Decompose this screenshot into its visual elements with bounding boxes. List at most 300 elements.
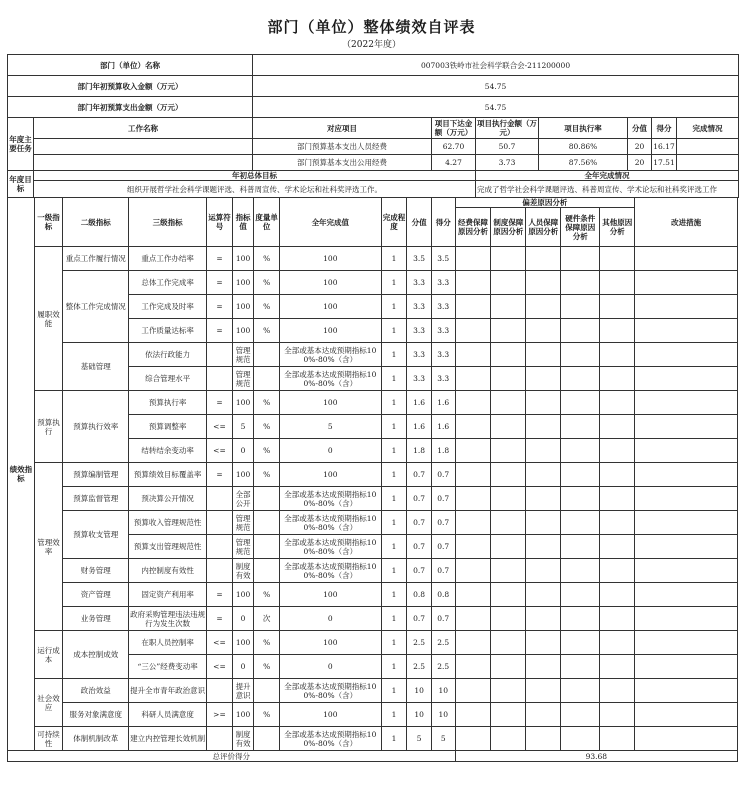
indicator-points: 10 xyxy=(407,703,432,727)
header-dev-fund: 经费保障原因分析 xyxy=(455,208,491,247)
indicator-level3: 预算调整率 xyxy=(129,415,207,439)
indicator-row xyxy=(8,487,738,511)
indicator-completion: 1 xyxy=(381,439,407,463)
indicator-target: 制度有效 xyxy=(232,727,254,751)
indicator-op xyxy=(207,487,233,511)
indicator-level3: 固定资产利用率 xyxy=(129,583,207,607)
indicator-dev-fund xyxy=(455,463,491,487)
indicator-completion: 1 xyxy=(381,367,407,391)
indicator-dev-other xyxy=(600,535,635,559)
indicator-dev-system xyxy=(491,703,526,727)
indicator-dev-fund xyxy=(455,343,491,367)
indicator-points: 0.8 xyxy=(407,583,432,607)
indicator-dev-hardware xyxy=(561,631,600,655)
indicator-points: 3.3 xyxy=(407,343,432,367)
indicator-dev-system xyxy=(491,511,526,535)
task-points: 20 xyxy=(628,155,652,171)
indicator-dev-fund xyxy=(455,439,491,463)
indicator-dev-hardware xyxy=(561,439,600,463)
indicator-row xyxy=(8,271,738,295)
indicator-dev-hardware xyxy=(561,727,600,751)
expense-row xyxy=(8,97,739,118)
indicator-level3: 建立内控管理长效机制 xyxy=(129,727,207,751)
indicator-op: <= xyxy=(207,631,233,655)
indicator-level3: 重点工作办结率 xyxy=(129,247,207,271)
indicator-target: 全部公开 xyxy=(232,487,254,511)
indicator-level2: 成本控制成效 xyxy=(63,631,129,679)
indicator-dev-other xyxy=(600,391,635,415)
task-completion xyxy=(677,155,739,171)
indicator-dev-fund xyxy=(455,319,491,343)
indicator-points: 0.7 xyxy=(407,559,432,583)
indicator-completion: 1 xyxy=(381,583,407,607)
indicator-dev-other xyxy=(600,631,635,655)
indicator-target: 5 xyxy=(232,415,254,439)
indicator-dev-staff xyxy=(526,703,561,727)
task-project: 部门预算基本支出人员经费 xyxy=(253,139,432,155)
indicator-dev-fund xyxy=(455,367,491,391)
indicator-dev-system xyxy=(491,607,526,631)
indicator-dev-other xyxy=(600,583,635,607)
indicator-unit: % xyxy=(254,295,280,319)
indicator-dev-system xyxy=(491,655,526,679)
indicator-target: 100 xyxy=(232,463,254,487)
indicator-op: = xyxy=(207,319,233,343)
indicator-points: 3.3 xyxy=(407,319,432,343)
summary-table xyxy=(7,54,739,198)
indicator-annual: 全部或基本达成预期指标100%-80%（含） xyxy=(280,679,382,703)
indicator-level2: 政治效益 xyxy=(63,679,129,703)
indicator-dev-other xyxy=(600,679,635,703)
indicator-completion: 1 xyxy=(381,535,407,559)
indicator-dev-other xyxy=(600,703,635,727)
indicator-improve xyxy=(635,463,738,487)
indicator-completion: 1 xyxy=(381,463,407,487)
tasks-header-issued: 项目下达金额（万元） xyxy=(432,118,476,139)
indicator-target: 100 xyxy=(232,295,254,319)
indicator-annual: 100 xyxy=(280,391,382,415)
income-label: 部门年初预算收入金额（万元） xyxy=(8,76,253,97)
indicators-section-label: 绩效指标 xyxy=(8,198,35,751)
indicator-points: 3.5 xyxy=(407,247,432,271)
header-points: 分值 xyxy=(407,198,432,247)
indicator-op: = xyxy=(207,271,233,295)
indicator-dev-hardware xyxy=(561,679,600,703)
indicator-dev-system xyxy=(491,679,526,703)
indicator-level3: 工作完成及时率 xyxy=(129,295,207,319)
indicator-dev-fund xyxy=(455,415,491,439)
indicator-dev-fund xyxy=(455,247,491,271)
indicator-level2: 预算监督管理 xyxy=(63,487,129,511)
indicator-improve xyxy=(635,343,738,367)
indicator-improve xyxy=(635,295,738,319)
indicator-completion: 1 xyxy=(381,679,407,703)
indicator-improve xyxy=(635,319,738,343)
indicator-annual: 全部或基本达成预期指标100%-80%（含） xyxy=(280,535,382,559)
indicator-level1: 运行成本 xyxy=(34,631,63,679)
header-dev-hardware: 硬件条件保障原因分析 xyxy=(561,208,600,247)
indicator-dev-fund xyxy=(455,583,491,607)
indicator-points: 0.7 xyxy=(407,535,432,559)
indicator-points: 3.3 xyxy=(407,367,432,391)
indicator-unit: % xyxy=(254,319,280,343)
indicator-dev-staff xyxy=(526,463,561,487)
indicator-unit: % xyxy=(254,463,280,487)
indicator-level3: 预算绩效目标覆盖率 xyxy=(129,463,207,487)
indicator-annual: 全部或基本达成预期指标100%-80%（含） xyxy=(280,487,382,511)
indicator-improve xyxy=(635,727,738,751)
indicator-unit xyxy=(254,727,280,751)
indicator-dev-hardware xyxy=(561,607,600,631)
task-issued: 4.27 xyxy=(432,155,476,171)
indicator-dev-other xyxy=(600,367,635,391)
indicator-score: 10 xyxy=(431,703,455,727)
indicator-dev-staff xyxy=(526,727,561,751)
indicator-level3: 政府采购管理违法违规行为发生次数 xyxy=(129,607,207,631)
header-dev-system: 制度保障原因分析 xyxy=(491,208,526,247)
indicator-target: 100 xyxy=(232,391,254,415)
indicator-target: 0 xyxy=(232,655,254,679)
indicator-completion: 1 xyxy=(381,703,407,727)
indicator-unit xyxy=(254,367,280,391)
indicator-annual: 100 xyxy=(280,295,382,319)
indicator-annual: 100 xyxy=(280,631,382,655)
task-rate: 80.86% xyxy=(539,139,628,155)
task-work xyxy=(34,139,253,155)
indicator-points: 3.3 xyxy=(407,295,432,319)
tasks-header-rate: 项目执行率 xyxy=(539,118,628,139)
indicator-dev-staff xyxy=(526,583,561,607)
header-dev-staff: 人员保障原因分析 xyxy=(526,208,561,247)
indicator-improve xyxy=(635,511,738,535)
task-work xyxy=(34,155,253,171)
indicator-target: 管理规范 xyxy=(232,535,254,559)
indicator-target: 100 xyxy=(232,631,254,655)
indicator-op xyxy=(207,343,233,367)
page-subtitle: （2022年度） xyxy=(342,40,401,50)
indicator-unit xyxy=(254,535,280,559)
task-executed: 3.73 xyxy=(476,155,539,171)
indicator-dev-hardware xyxy=(561,295,600,319)
indicator-dev-other xyxy=(600,607,635,631)
indicator-improve xyxy=(635,367,738,391)
indicator-unit: % xyxy=(254,583,280,607)
indicator-dev-staff xyxy=(526,607,561,631)
header-level1: 一级指标 xyxy=(34,198,63,247)
indicator-op: = xyxy=(207,295,233,319)
indicator-annual: 全部或基本达成预期指标100%-80%（含） xyxy=(280,343,382,367)
task-score: 16.17 xyxy=(652,139,677,155)
task-row xyxy=(8,155,739,171)
indicator-level3: 预算收入管理规范性 xyxy=(129,511,207,535)
tasks-header-executed: 项目执行金额（万元） xyxy=(477,119,537,137)
indicator-annual: 全部或基本达成预期指标100%-80%（含） xyxy=(280,727,382,751)
indicator-completion: 1 xyxy=(381,655,407,679)
indicator-op xyxy=(207,727,233,751)
unit-value: 007003铁岭市社会科学联合会-211200000 xyxy=(253,55,739,76)
indicator-dev-other xyxy=(600,463,635,487)
indicator-dev-fund xyxy=(455,631,491,655)
indicator-dev-hardware xyxy=(561,343,600,367)
task-score: 17.51 xyxy=(652,155,677,171)
indicator-unit: % xyxy=(254,415,280,439)
indicator-improve xyxy=(635,583,738,607)
indicator-unit xyxy=(254,343,280,367)
indicator-dev-other xyxy=(600,343,635,367)
indicator-dev-hardware xyxy=(561,487,600,511)
total-value: 93.68 xyxy=(455,751,737,762)
indicator-level3: 预算支出管理规范性 xyxy=(129,535,207,559)
indicator-dev-other xyxy=(600,271,635,295)
indicator-completion: 1 xyxy=(381,295,407,319)
indicator-score: 3.5 xyxy=(431,247,455,271)
indicator-improve xyxy=(635,439,738,463)
indicator-improve xyxy=(635,655,738,679)
indicator-annual: 100 xyxy=(280,583,382,607)
task-executed: 50.7 xyxy=(476,139,539,155)
indicator-dev-other xyxy=(600,295,635,319)
tasks-section-label: 年度主要任务 xyxy=(8,118,34,171)
header-score: 得分 xyxy=(431,198,455,247)
indicator-dev-system xyxy=(491,367,526,391)
indicator-dev-system xyxy=(491,559,526,583)
tasks-header-project: 对应项目 xyxy=(253,118,432,139)
indicator-improve xyxy=(635,247,738,271)
indicator-row xyxy=(8,511,738,535)
indicator-dev-staff xyxy=(526,247,561,271)
goals-header-row xyxy=(8,171,739,181)
indicator-dev-fund xyxy=(455,655,491,679)
indicator-row xyxy=(8,631,738,655)
indicator-op: = xyxy=(207,391,233,415)
indicators-header-row xyxy=(8,198,738,208)
indicator-dev-hardware xyxy=(561,655,600,679)
indicator-dev-hardware xyxy=(561,559,600,583)
indicator-row xyxy=(8,703,738,727)
indicator-level3: 内控制度有效性 xyxy=(129,559,207,583)
tasks-header-row xyxy=(8,118,739,139)
indicator-row xyxy=(8,559,738,583)
indicator-unit: % xyxy=(254,631,280,655)
header-level2: 二级指标 xyxy=(63,198,129,247)
indicator-completion: 1 xyxy=(381,559,407,583)
indicator-row xyxy=(8,607,738,631)
indicator-unit: % xyxy=(254,391,280,415)
indicator-points: 3.3 xyxy=(407,271,432,295)
indicator-dev-fund xyxy=(455,391,491,415)
goals-initial-text: 组织开展哲学社会科学课题评选、科普周宣传、学术论坛和社科奖评选工作。 xyxy=(34,181,476,198)
indicator-target: 100 xyxy=(232,583,254,607)
header-op: 运算符号 xyxy=(207,198,233,247)
indicator-dev-staff xyxy=(526,271,561,295)
indicator-annual: 全部或基本达成预期指标100%-80%（含） xyxy=(280,511,382,535)
indicator-op: = xyxy=(207,247,233,271)
indicator-score: 0.8 xyxy=(431,583,455,607)
indicator-level2: 业务管理 xyxy=(63,607,129,631)
indicator-completion: 1 xyxy=(381,607,407,631)
indicator-score: 10 xyxy=(431,679,455,703)
indicator-improve xyxy=(635,679,738,703)
indicator-dev-staff xyxy=(526,679,561,703)
indicator-annual: 5 xyxy=(280,415,382,439)
indicator-unit xyxy=(254,679,280,703)
indicator-level3: 在职人员控制率 xyxy=(129,631,207,655)
indicator-op: = xyxy=(207,463,233,487)
indicator-score: 0.7 xyxy=(431,559,455,583)
indicator-annual: 100 xyxy=(280,463,382,487)
indicator-dev-fund xyxy=(455,679,491,703)
indicator-dev-system xyxy=(491,727,526,751)
indicator-level2: 服务对象满意度 xyxy=(63,703,129,727)
indicator-dev-system xyxy=(491,463,526,487)
indicator-dev-system xyxy=(491,415,526,439)
indicator-level3: 工作质量达标率 xyxy=(129,319,207,343)
indicator-points: 5 xyxy=(407,727,432,751)
indicator-points: 0.7 xyxy=(407,487,432,511)
indicator-target: 0 xyxy=(232,439,254,463)
indicator-dev-fund xyxy=(455,607,491,631)
indicator-dev-system xyxy=(491,535,526,559)
indicator-level3: 依法行政能力 xyxy=(129,343,207,367)
goals-text-row xyxy=(8,181,739,198)
indicator-op: = xyxy=(207,583,233,607)
indicator-op: <= xyxy=(207,655,233,679)
indicator-level1: 社会效应 xyxy=(34,679,63,727)
indicator-points: 1.6 xyxy=(407,391,432,415)
indicator-score: 3.3 xyxy=(431,319,455,343)
task-points: 20 xyxy=(628,139,652,155)
indicator-level2: 基础管理 xyxy=(63,343,129,391)
indicator-dev-hardware xyxy=(561,511,600,535)
indicator-level3: 提升全市青年政治意识 xyxy=(129,679,207,703)
task-completion xyxy=(677,139,739,155)
indicator-improve xyxy=(635,391,738,415)
indicator-level1: 履职效能 xyxy=(34,247,63,391)
indicator-dev-staff xyxy=(526,631,561,655)
header-improve: 改进措施 xyxy=(635,198,738,247)
indicator-score: 5 xyxy=(431,727,455,751)
header-deviation: 偏差原因分析 xyxy=(455,198,635,208)
indicator-level1: 管理效率 xyxy=(34,463,63,631)
indicator-score: 0.7 xyxy=(431,535,455,559)
indicator-annual: 全部或基本达成预期指标100%-80%（含） xyxy=(280,367,382,391)
indicator-score: 0.7 xyxy=(431,511,455,535)
header-dev-other: 其他原因分析 xyxy=(600,208,635,247)
indicator-target: 管理规范 xyxy=(232,511,254,535)
indicator-target: 管理规范 xyxy=(232,367,254,391)
indicator-completion: 1 xyxy=(381,271,407,295)
indicator-completion: 1 xyxy=(381,319,407,343)
indicator-annual: 100 xyxy=(280,319,382,343)
indicator-annual: 0 xyxy=(280,655,382,679)
indicator-level3: 结转结余变动率 xyxy=(129,439,207,463)
indicator-row xyxy=(8,679,738,703)
indicator-completion: 1 xyxy=(381,631,407,655)
total-table xyxy=(7,750,738,762)
indicator-op xyxy=(207,535,233,559)
indicator-improve xyxy=(635,271,738,295)
indicator-dev-system xyxy=(491,439,526,463)
indicator-op: <= xyxy=(207,439,233,463)
indicator-score: 1.8 xyxy=(431,439,455,463)
header-target: 指标值 xyxy=(232,198,254,247)
indicator-level3: “三公”经费变动率 xyxy=(129,655,207,679)
task-rate: 87.56% xyxy=(539,155,628,171)
indicator-dev-hardware xyxy=(561,391,600,415)
indicator-target: 制度有效 xyxy=(232,559,254,583)
indicators-table xyxy=(7,197,738,751)
indicator-level2: 整体工作完成情况 xyxy=(63,271,129,343)
indicator-dev-other xyxy=(600,247,635,271)
indicator-target: 100 xyxy=(232,271,254,295)
indicator-dev-system xyxy=(491,271,526,295)
indicator-dev-other xyxy=(600,439,635,463)
indicator-annual: 全部或基本达成预期指标100%-80%（含） xyxy=(280,559,382,583)
total-label: 总评价得分 xyxy=(8,751,456,762)
indicator-completion: 1 xyxy=(381,511,407,535)
indicator-dev-staff xyxy=(526,367,561,391)
indicator-dev-system xyxy=(491,319,526,343)
indicator-dev-system xyxy=(491,391,526,415)
indicator-dev-fund xyxy=(455,727,491,751)
indicator-dev-hardware xyxy=(561,703,600,727)
indicator-dev-system xyxy=(491,631,526,655)
indicator-unit: % xyxy=(254,271,280,295)
indicator-op: = xyxy=(207,607,233,631)
indicator-level1: 预算执行 xyxy=(34,391,63,463)
indicator-row xyxy=(8,463,738,487)
indicator-level2: 预算编制管理 xyxy=(63,463,129,487)
indicator-op xyxy=(207,559,233,583)
indicator-op xyxy=(207,679,233,703)
goals-initial-label: 年初总体目标 xyxy=(34,171,476,181)
indicator-score: 2.5 xyxy=(431,655,455,679)
indicator-dev-system xyxy=(491,487,526,511)
indicator-score: 1.6 xyxy=(431,391,455,415)
indicator-op xyxy=(207,367,233,391)
indicator-dev-fund xyxy=(455,271,491,295)
indicator-level3: 综合管理水平 xyxy=(129,367,207,391)
indicator-dev-fund xyxy=(455,559,491,583)
expense-label: 部门年初预算支出金额（万元） xyxy=(8,97,253,118)
indicator-score: 0.7 xyxy=(431,463,455,487)
indicator-row xyxy=(8,727,738,751)
indicator-improve xyxy=(635,415,738,439)
indicator-dev-staff xyxy=(526,655,561,679)
indicator-target: 100 xyxy=(232,703,254,727)
indicator-dev-hardware xyxy=(561,247,600,271)
indicator-row xyxy=(8,583,738,607)
indicator-dev-hardware xyxy=(561,415,600,439)
indicator-unit: 次 xyxy=(254,607,280,631)
indicator-level3: 科研人员满意度 xyxy=(129,703,207,727)
indicator-level2: 财务管理 xyxy=(63,559,129,583)
indicator-improve xyxy=(635,559,738,583)
indicator-unit: % xyxy=(254,655,280,679)
indicator-unit: % xyxy=(254,439,280,463)
indicator-dev-fund xyxy=(455,511,491,535)
indicator-level3: 总体工作完成率 xyxy=(129,271,207,295)
indicator-op: >= xyxy=(207,703,233,727)
indicator-dev-system xyxy=(491,247,526,271)
indicator-annual: 100 xyxy=(280,271,382,295)
indicator-dev-other xyxy=(600,319,635,343)
indicator-level1: 可持续性 xyxy=(34,727,63,751)
indicator-score: 2.5 xyxy=(431,631,455,655)
tasks-header-points: 分值 xyxy=(628,118,652,139)
indicator-op xyxy=(207,511,233,535)
indicator-level3: 预决算公开情况 xyxy=(129,487,207,511)
